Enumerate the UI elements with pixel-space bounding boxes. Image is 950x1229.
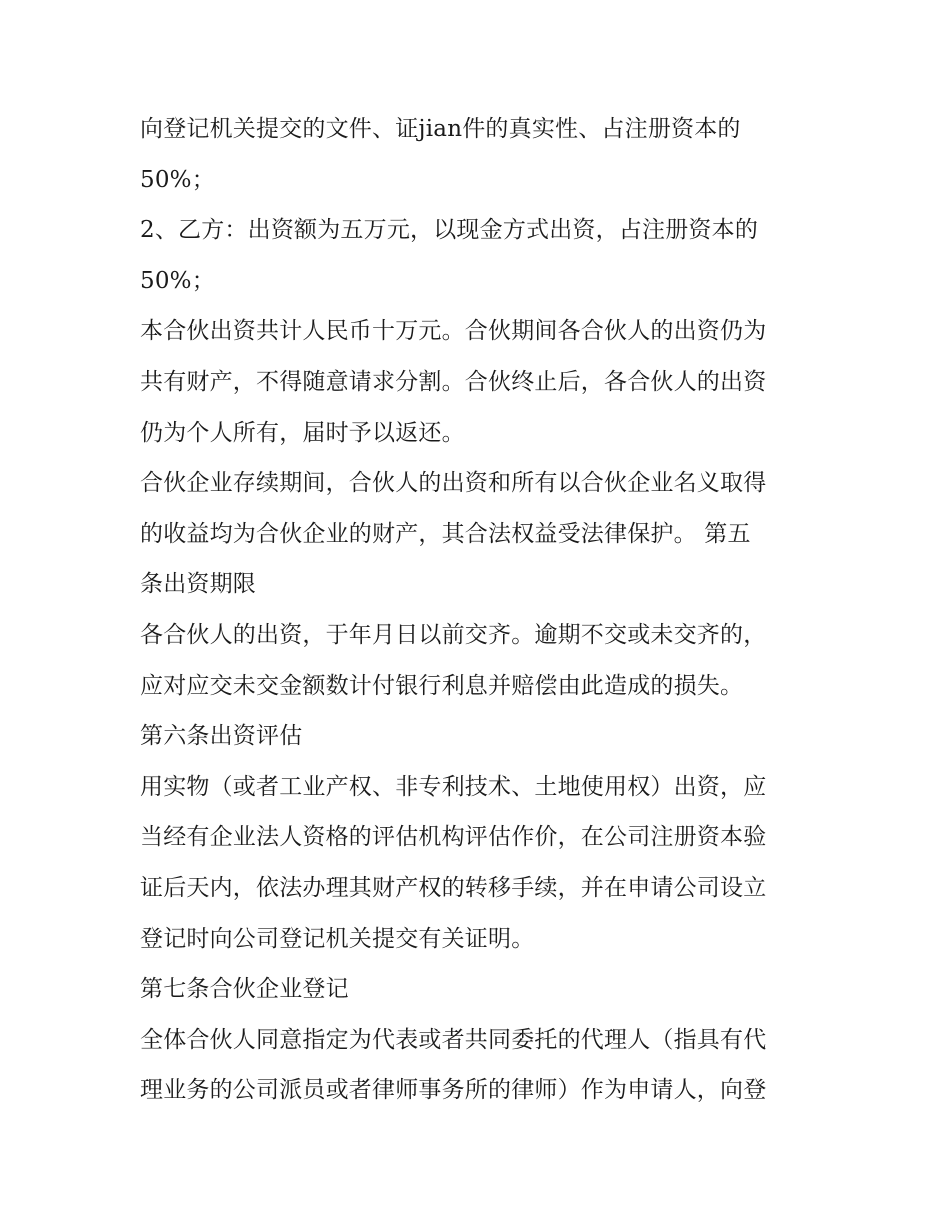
- text-line: 50%；: [140, 267, 215, 294]
- text-line: 共有财产，不得随意请求分割。合伙终止后，各合伙人的出资: [140, 368, 767, 395]
- text-line: 条出资期限: [140, 571, 256, 598]
- text-line: 当经有企业法人资格的评估机构评估作价，在公司注册资本验: [140, 824, 767, 851]
- text-line: 各合伙人的出资，于年月日以前交齐。逾期不交或未交齐的，: [140, 621, 767, 648]
- text-line: 用实物（或者工业产权、非专利技术、土地使用权）出资，应: [140, 773, 767, 800]
- text-line: 仍为个人所有，届时予以返还。: [140, 419, 465, 446]
- text-line: 向登记机关提交的文件、证jian件的真实性、占注册资本的: [140, 116, 741, 142]
- text-line: 全体合伙人同意指定为代表或者共同委托的代理人（指具有代: [140, 1026, 767, 1053]
- section-heading: 第六条出资评估: [140, 723, 303, 750]
- text-line: 2、乙方：出资额为五万元，以现金方式出资，占注册资本的: [140, 217, 759, 244]
- text-line: 的收益均为合伙企业的财产，其合法权益受法律保护。 第五: [140, 520, 751, 547]
- document-page: [140, 104, 820, 1116]
- text-line: 合伙企业存续期间，合伙人的出资和所有以合伙企业名义取得: [140, 470, 767, 497]
- text-line: 证后天内，依法办理其财产权的转移手续，并在申请公司设立: [140, 874, 767, 901]
- section-heading: 第七条合伙企业登记: [140, 976, 349, 1003]
- text-line: 应对应交未交金额数计付银行利息并赔偿由此造成的损失。: [140, 672, 744, 699]
- text-line: 本合伙出资共计人民币十万元。合伙期间各合伙人的出资仍为: [140, 318, 767, 345]
- text-line: 理业务的公司派员或者律师事务所的律师）作为申请人，向登: [140, 1077, 767, 1104]
- text-line: 登记时向公司登记机关提交有关证明。: [140, 925, 535, 952]
- text-line: 50%；: [140, 166, 215, 193]
